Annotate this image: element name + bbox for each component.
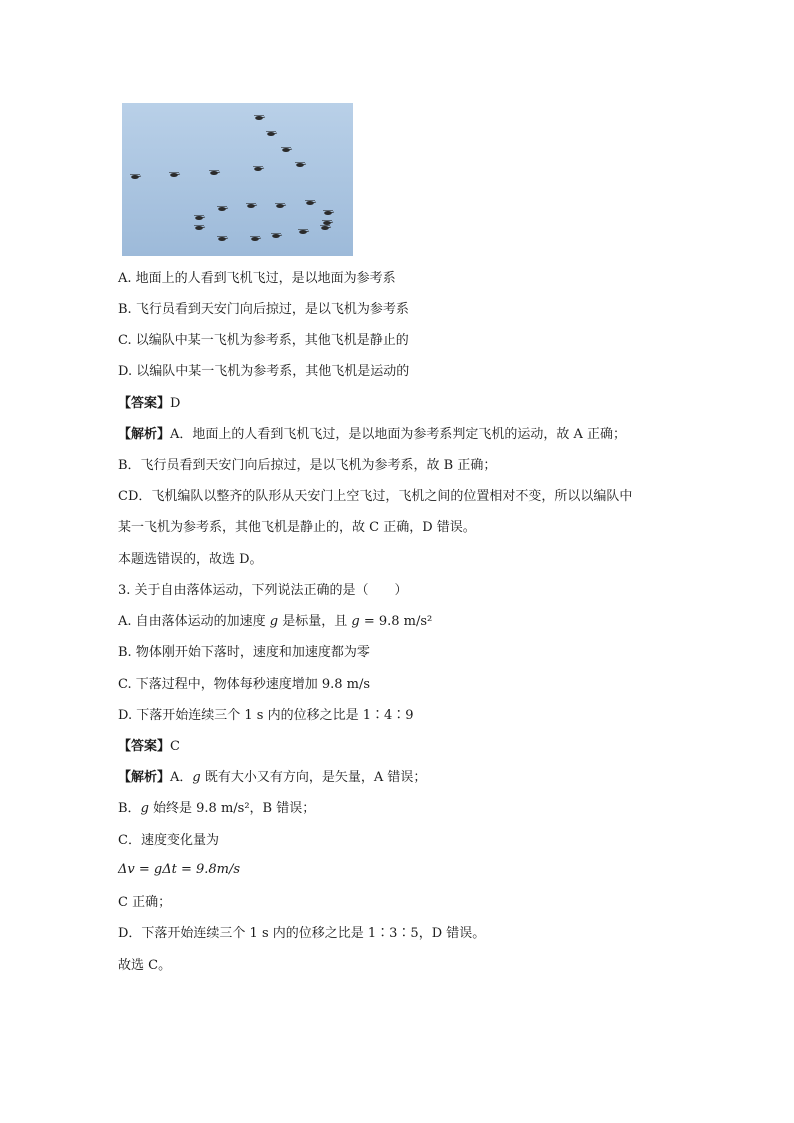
- q3-option-a-g2: g: [351, 614, 360, 629]
- q3-analysis-a-g: g: [192, 770, 201, 785]
- q2-option-c: C. 以编队中某一飞机为参考系，其他飞机是静止的: [118, 333, 409, 348]
- q3-option-a: [118, 614, 432, 630]
- q3-option-d: D. 下落开始连续三个 1 s 内的位移之比是 1∶4∶9: [118, 708, 414, 723]
- q2-analysis-line-3: CD．飞机编队以整齐的队形从天安门上空飞过，飞机之间的位置相对不变，所以以编队中: [118, 489, 633, 504]
- q2-answer-label: 【答案】: [118, 396, 171, 411]
- q3-stem: 3. 关于自由落体运动，下列说法正确的是（ ）: [118, 583, 408, 598]
- q3-analysis-line-a: [118, 770, 426, 786]
- helicopter-formation-photo: [122, 103, 353, 256]
- q3-option-a-value: = 9.8 m/s²: [359, 614, 433, 629]
- q3-option-b: B. 物体刚开始下落时，速度和加速度都为零: [118, 645, 370, 660]
- q3-analysis-b-prefix: B．: [118, 801, 141, 816]
- q3-answer-label: 【答案】: [118, 739, 171, 754]
- q3-analysis-a-rest: 既有大小又有方向，是矢量，A 错误；: [200, 770, 427, 785]
- q2-answer: [118, 396, 180, 412]
- q3-analysis-c-conclusion: C 正确；: [118, 895, 172, 910]
- q2-analysis-line-1: [118, 427, 626, 443]
- sky-background: [122, 103, 353, 256]
- q3-option-a-prefix: A. 自由落体运动的加速度: [118, 614, 270, 629]
- q3-analysis-b-g: g: [140, 801, 149, 816]
- q2-analysis-text-a: A．地面上的人看到飞机飞过，是以地面为参考系判定飞机的运动，故 A 正确；: [170, 427, 627, 442]
- q2-analysis-line-2: B．飞行员看到天安门向后掠过，是以飞机为参考系，故 B 正确；: [118, 458, 497, 473]
- q2-option-b: B. 飞行员看到天安门向后掠过，是以飞机为参考系: [118, 302, 409, 317]
- q3-option-c: C. 下落过程中，物体每秒速度增加 9.8 m/s: [118, 677, 371, 692]
- q2-analysis-line-5: 本题选错误的，故选 D。: [118, 552, 263, 567]
- q2-analysis-label: 【解析】: [118, 427, 171, 442]
- q2-answer-value: D: [170, 396, 181, 411]
- q2-option-a: A. 地面上的人看到飞机飞过，是以地面为参考系: [118, 271, 396, 286]
- q3-option-a-g: g: [269, 614, 279, 629]
- q3-analysis-line-d: D．下落开始连续三个 1 s 内的位移之比是 1∶3∶5，D 错误。: [118, 926, 486, 941]
- q3-analysis-line-b: [118, 801, 315, 817]
- q3-analysis-label: 【解析】: [118, 770, 171, 785]
- q3-analysis-line-c: C．速度变化量为: [118, 833, 219, 848]
- q2-option-d: D. 以编队中某一飞机为参考系，其他飞机是运动的: [118, 364, 410, 379]
- q3-formula: Δv = gΔt = 9.8m/s: [118, 862, 241, 877]
- q3-analysis-b-rest: 始终是 9.8 m/s²，B 错误；: [148, 801, 316, 816]
- q3-final: 故选 C。: [118, 958, 172, 973]
- q3-answer: [118, 739, 180, 755]
- helicopter-formation-image: [122, 103, 353, 256]
- q3-option-a-mid: 是标量，且: [278, 614, 352, 629]
- q2-analysis-line-4: 某一飞机为参考系，其他飞机是静止的，故 C 正确，D 错误。: [118, 520, 476, 535]
- q3-answer-value: C: [170, 739, 180, 754]
- q3-analysis-a-prefix: A．: [170, 770, 193, 785]
